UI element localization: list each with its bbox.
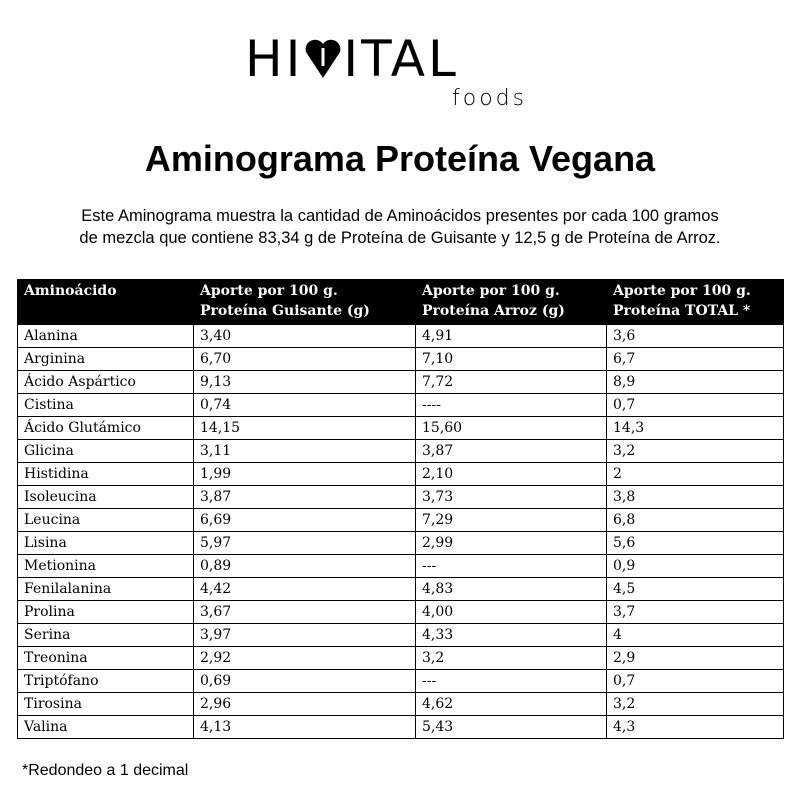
rice-cell: 7,29 [416, 509, 607, 532]
rice-cell: 4,83 [416, 578, 607, 601]
total-cell: 8,9 [607, 371, 784, 394]
aminoacid-cell: Prolina [18, 601, 194, 624]
pea-cell: 2,92 [194, 647, 416, 670]
table-row [18, 325, 784, 348]
rice-cell: --- [416, 555, 607, 578]
rice-cell: 4,00 [416, 601, 607, 624]
pea-cell: 0,69 [194, 670, 416, 693]
table-row [18, 601, 784, 624]
pea-cell: 2,96 [194, 693, 416, 716]
pea-cell: 4,42 [194, 578, 416, 601]
pea-cell: 3,40 [194, 325, 416, 348]
table-row [18, 348, 784, 371]
aminoacid-cell: Valina [18, 716, 194, 739]
table-row [18, 371, 784, 394]
total-cell: 4,3 [607, 716, 784, 739]
aminoacid-cell: Lisina [18, 532, 194, 555]
brand-logo [245, 30, 565, 115]
heart-v-icon [303, 36, 343, 80]
table-row [18, 417, 784, 440]
aminoacid-cell: Serina [18, 624, 194, 647]
aminoacid-cell: Metionina [18, 555, 194, 578]
pea-cell: 6,69 [194, 509, 416, 532]
table-row [18, 440, 784, 463]
brand-name [245, 30, 459, 88]
header-pea: Aporte por 100 g. Proteína Guisante (g) [194, 280, 416, 325]
total-cell: 5,6 [607, 532, 784, 555]
pea-cell: 4,13 [194, 716, 416, 739]
total-cell: 3,2 [607, 693, 784, 716]
intro-text [20, 205, 780, 249]
aminoacid-cell: Histidina [18, 463, 194, 486]
brand-name-prefix: HI [245, 30, 304, 88]
table-row [18, 693, 784, 716]
pea-cell: 3,11 [194, 440, 416, 463]
aminoacid-cell: Treonina [18, 647, 194, 670]
aminoacid-cell: Cistina [18, 394, 194, 417]
total-cell: 4 [607, 624, 784, 647]
table-row [18, 463, 784, 486]
table-row [18, 578, 784, 601]
rice-cell: --- [416, 670, 607, 693]
page-title: Aminograma Proteína Vegana [144, 138, 656, 179]
pea-cell: 3,87 [194, 486, 416, 509]
total-cell: 3,6 [607, 325, 784, 348]
table-row [18, 555, 784, 578]
aminoacid-cell: Ácido Aspártico [18, 371, 194, 394]
total-cell: 2 [607, 463, 784, 486]
rice-cell: 4,91 [416, 325, 607, 348]
table-row [18, 394, 784, 417]
rice-cell: 7,10 [416, 348, 607, 371]
total-cell: 0,9 [607, 555, 784, 578]
total-cell: 3,7 [607, 601, 784, 624]
total-cell: 0,7 [607, 670, 784, 693]
rice-cell: 2,99 [416, 532, 607, 555]
table-row [18, 716, 784, 739]
aminogram-table [17, 279, 784, 739]
aminoacid-cell: Leucina [18, 509, 194, 532]
aminoacid-cell: Triptófano [18, 670, 194, 693]
total-cell: 6,7 [607, 348, 784, 371]
table-row [18, 624, 784, 647]
aminoacid-cell: Tirosina [18, 693, 194, 716]
total-cell: 3,8 [607, 486, 784, 509]
pea-cell: 0,74 [194, 394, 416, 417]
brand-sub: foods [452, 86, 528, 111]
header-aminoacid: Aminoácido [18, 280, 194, 325]
total-cell: 4,5 [607, 578, 784, 601]
table-row [18, 486, 784, 509]
pea-cell: 3,67 [194, 601, 416, 624]
rice-cell: 3,2 [416, 647, 607, 670]
footnote: *Redondeo a 1 decimal [22, 762, 189, 779]
rice-cell: 7,72 [416, 371, 607, 394]
table-row [18, 532, 784, 555]
rice-cell: 4,33 [416, 624, 607, 647]
pea-cell: 0,89 [194, 555, 416, 578]
header-rice: Aporte por 100 g. Proteína Arroz (g) [416, 280, 607, 325]
total-cell: 0,7 [607, 394, 784, 417]
table-body [18, 325, 784, 739]
brand-name-suffix: ITAL [343, 30, 459, 88]
total-cell: 6,8 [607, 509, 784, 532]
aminoacid-cell: Alanina [18, 325, 194, 348]
table-row [18, 670, 784, 693]
pea-cell: 3,97 [194, 624, 416, 647]
rice-cell: 5,43 [416, 716, 607, 739]
pea-cell: 9,13 [194, 371, 416, 394]
rice-cell: 4,62 [416, 693, 607, 716]
rice-cell: 3,87 [416, 440, 607, 463]
header-total: Aporte por 100 g. Proteína TOTAL * [607, 280, 784, 325]
aminoacid-cell: Glicina [18, 440, 194, 463]
rice-cell: 3,73 [416, 486, 607, 509]
rice-cell: ---- [416, 394, 607, 417]
aminoacid-cell: Fenilalanina [18, 578, 194, 601]
rice-cell: 15,60 [416, 417, 607, 440]
aminoacid-cell: Isoleucina [18, 486, 194, 509]
table-row [18, 509, 784, 532]
pea-cell: 6,70 [194, 348, 416, 371]
pea-cell: 14,15 [194, 417, 416, 440]
table-row [18, 647, 784, 670]
intro-line-2: de mezcla que contiene 83,34 g de Proteína de Guisante y 12,5 g de Proteína de Arroz. [79, 229, 721, 247]
pea-cell: 1,99 [194, 463, 416, 486]
aminoacid-cell: Arginina [18, 348, 194, 371]
table-header-row [18, 280, 784, 325]
aminoacid-cell: Ácido Glutámico [18, 417, 194, 440]
total-cell: 14,3 [607, 417, 784, 440]
intro-line-1: Este Aminograma muestra la cantidad de Aminoácidos presentes por cada 100 gramos [81, 207, 719, 225]
pea-cell: 5,97 [194, 532, 416, 555]
total-cell: 2,9 [607, 647, 784, 670]
total-cell: 3,2 [607, 440, 784, 463]
rice-cell: 2,10 [416, 463, 607, 486]
